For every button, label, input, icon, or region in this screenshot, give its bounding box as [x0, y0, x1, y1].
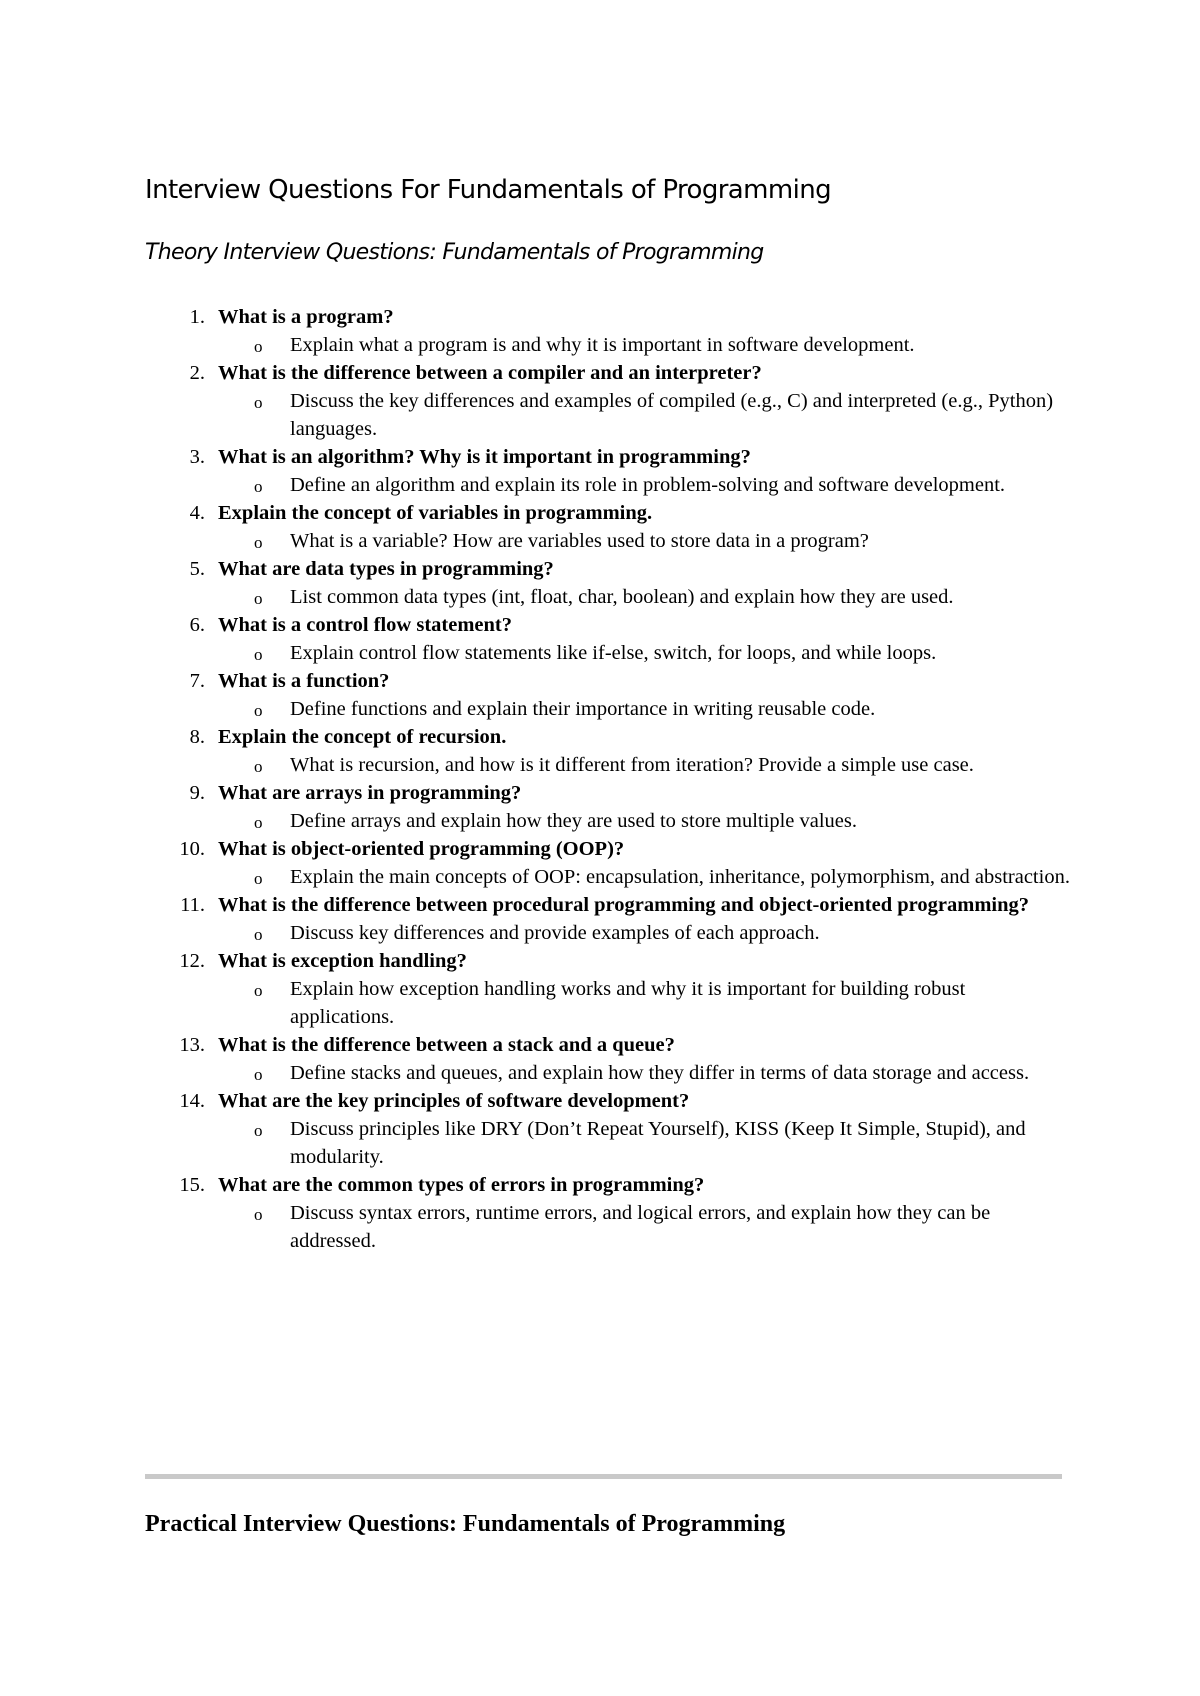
question-text: What are data types in programming?	[218, 558, 554, 580]
section-heading-practical: Practical Interview Questions: Fundamentals of Programming	[145, 1511, 786, 1537]
detail-text: Explain the main concepts of OOP: encapsulation, inheritance, polymorphism, and abstraction.	[290, 866, 1070, 888]
question-detail	[254, 751, 1070, 779]
detail-text: Define an algorithm and explain its role in problem-solving and software development.	[290, 474, 1006, 496]
question-detail	[254, 695, 1070, 723]
question-item	[0, 779, 1078, 835]
question-text: What is object-oriented programming (OOP)?	[218, 838, 625, 860]
question-list	[0, 303, 1078, 1255]
question-detail	[254, 639, 1070, 667]
section-heading-theory: Theory Interview Questions: Fundamentals of Programming	[145, 240, 764, 265]
detail-text: Discuss key differences and provide examples of each approach.	[290, 922, 820, 944]
detail-text: Explain what a program is and why it is important in software development.	[290, 334, 915, 356]
question-number: 1.	[189, 306, 205, 328]
bullet-icon: o	[254, 337, 263, 356]
bullet-icon: o	[254, 393, 263, 412]
question-item	[0, 1087, 1078, 1171]
question-text: What are arrays in programming?	[218, 782, 522, 804]
question-text: What are the key principles of software development?	[218, 1090, 690, 1112]
question-number: 14.	[179, 1090, 205, 1112]
bullet-icon: o	[254, 813, 263, 832]
bullet-icon: o	[254, 1121, 263, 1140]
question-detail	[254, 1115, 1070, 1171]
question-number: 13.	[179, 1034, 205, 1056]
question-item	[0, 1031, 1078, 1087]
question-item	[0, 303, 1078, 359]
question-text: What is an algorithm? Why is it important in programming?	[218, 446, 751, 468]
question-text: Explain the concept of variables in programming.	[218, 502, 653, 524]
bullet-icon: o	[254, 533, 263, 552]
question-detail	[254, 975, 1070, 1031]
question-item	[0, 723, 1078, 779]
bullet-icon: o	[254, 589, 263, 608]
question-text: What is the difference between a stack and a queue?	[218, 1034, 675, 1056]
question-item	[0, 499, 1078, 555]
question-text: What is the difference between a compiler and an interpreter?	[218, 362, 762, 384]
question-number: 11.	[180, 894, 205, 916]
question-number: 7.	[189, 670, 205, 692]
question-detail	[254, 387, 1070, 443]
detail-text: What is a variable? How are variables used to store data in a program?	[290, 530, 869, 552]
question-number: 12.	[179, 950, 205, 972]
bullet-icon: o	[254, 645, 263, 664]
question-text: What is a program?	[218, 306, 394, 328]
question-item	[0, 555, 1078, 611]
detail-text: What is recursion, and how is it different from iteration? Provide a simple use case.	[290, 754, 974, 776]
detail-text: Explain how exception handling works and why it is important for building robust applications.	[290, 978, 966, 1028]
question-number: 3.	[189, 446, 205, 468]
bullet-icon: o	[254, 701, 263, 720]
question-number: 15.	[179, 1174, 205, 1196]
question-text: Explain the concept of recursion.	[218, 726, 507, 748]
bullet-icon: o	[254, 925, 263, 944]
detail-text: Define stacks and queues, and explain how they differ in terms of data storage and access.	[290, 1062, 1030, 1084]
bullet-icon: o	[254, 869, 263, 888]
question-text: What are the common types of errors in programming?	[218, 1174, 705, 1196]
detail-text: Discuss syntax errors, runtime errors, and logical errors, and explain how they can be addressed.	[290, 1202, 991, 1252]
question-text: What is a control flow statement?	[218, 614, 512, 636]
question-item	[0, 947, 1078, 1031]
question-item	[0, 1171, 1078, 1255]
question-detail	[254, 471, 1070, 499]
bullet-icon: o	[254, 981, 263, 1000]
horizontal-divider	[145, 1474, 1062, 1479]
bullet-icon: o	[254, 757, 263, 776]
question-number: 9.	[189, 782, 205, 804]
question-number: 5.	[189, 558, 205, 580]
question-number: 6.	[189, 614, 205, 636]
question-detail	[254, 863, 1070, 891]
question-item	[0, 835, 1078, 891]
bullet-icon: o	[254, 477, 263, 496]
detail-text: Explain control flow statements like if-else, switch, for loops, and while loops.	[290, 642, 937, 664]
question-number: 8.	[189, 726, 205, 748]
detail-text: List common data types (int, float, char, boolean) and explain how they are used.	[290, 586, 954, 608]
question-detail	[254, 1059, 1070, 1087]
question-number: 2.	[189, 362, 205, 384]
question-item	[0, 359, 1078, 443]
question-number: 10.	[179, 838, 205, 860]
detail-text: Discuss the key differences and examples of compiled (e.g., C) and interpreted (e.g., Python) languages.	[290, 390, 1054, 440]
question-item	[0, 891, 1078, 947]
question-text: What is the difference between procedural programming and object-oriented programming?	[218, 894, 1029, 916]
detail-text: Discuss principles like DRY (Don’t Repeat Yourself), KISS (Keep It Simple, Stupid), and modularity.	[290, 1118, 1026, 1168]
question-detail	[254, 807, 1070, 835]
question-detail	[254, 583, 1070, 611]
question-text: What is a function?	[218, 670, 390, 692]
detail-text: Define arrays and explain how they are used to store multiple values.	[290, 810, 857, 832]
question-detail	[254, 527, 1070, 555]
bullet-icon: o	[254, 1065, 263, 1084]
question-item	[0, 667, 1078, 723]
bullet-icon: o	[254, 1205, 263, 1224]
detail-text: Define functions and explain their importance in writing reusable code.	[290, 698, 876, 720]
question-item	[0, 443, 1078, 499]
question-detail	[254, 919, 1070, 947]
question-detail	[254, 331, 1070, 359]
question-detail	[254, 1199, 1070, 1255]
document-title: Interview Questions For Fundamentals of Programming	[145, 175, 832, 205]
question-text: What is exception handling?	[218, 950, 467, 972]
question-item	[0, 611, 1078, 667]
question-number: 4.	[189, 502, 205, 524]
